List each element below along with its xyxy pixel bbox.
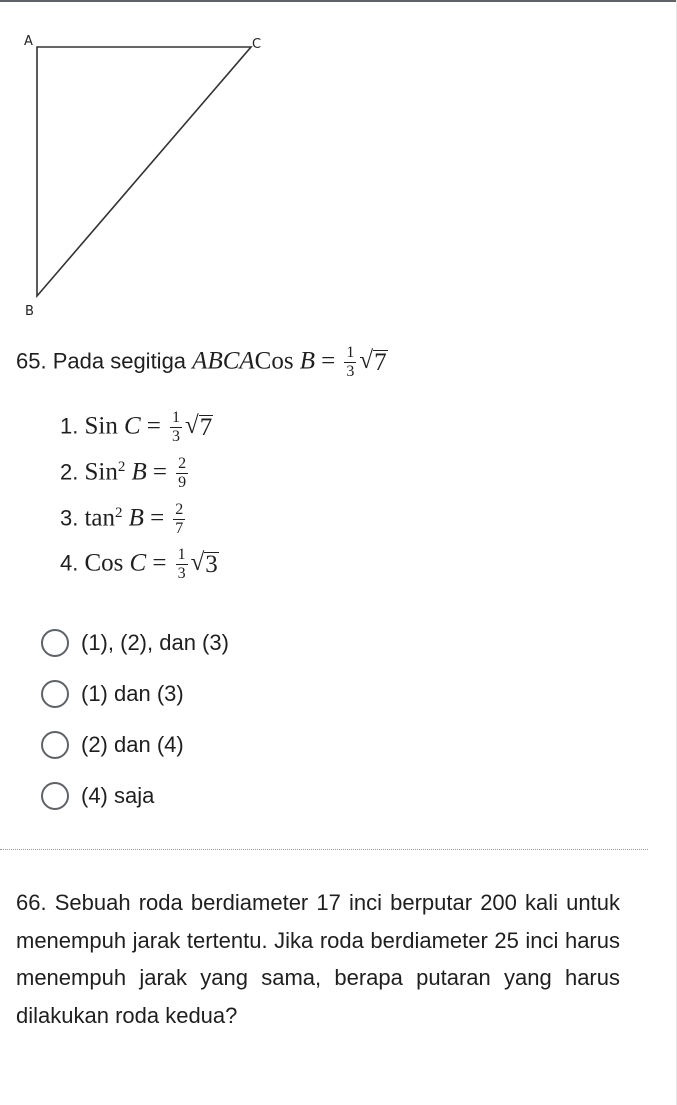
radio-button[interactable] (41, 782, 69, 810)
question-66-text: 66. Sebuah roda berdiameter 17 inci berputar 200 kali untuk menempuh jarak tertentu. Jika roda berdiameter 25 inci harus menempuh jarak yang sama, berapa putaran yang harus dilakukan roda kedua? (16, 890, 620, 1028)
statement-number: 3. (60, 505, 79, 531)
statement-4 (60, 547, 219, 582)
given-triangle-var: ABC (192, 347, 240, 375)
question-65 (16, 345, 388, 380)
vertex-label-c: C (252, 37, 262, 52)
statement-number: 2. (60, 459, 79, 485)
statement-denominator: 3 (172, 428, 181, 445)
question-65-text: Pada segitiga (52, 348, 187, 374)
answer-option-label: (1) dan (3) (81, 681, 184, 706)
statement-function: Cos (84, 549, 124, 577)
statement-sqrt: √ 7 (185, 412, 213, 442)
statement-numerator: 1 (177, 546, 186, 563)
statement-variable: B (131, 458, 147, 486)
given-denominator: 3 (346, 363, 355, 380)
statement-number: 4. (60, 550, 79, 576)
given-numerator: 1 (346, 344, 355, 361)
statement-equals: = (152, 549, 167, 577)
given-radicand: 7 (374, 349, 387, 377)
statement-variable: B (128, 504, 144, 532)
answer-option-4[interactable] (41, 780, 154, 812)
answer-option-2[interactable] (41, 678, 184, 710)
triangle-figure (0, 0, 677, 330)
statement-equals: = (150, 504, 165, 532)
statement-1 (60, 410, 213, 445)
statement-function: Sin (84, 458, 118, 486)
radio-button[interactable] (41, 731, 69, 759)
radio-button[interactable] (41, 629, 69, 657)
statement-numerator: 2 (178, 455, 187, 472)
answer-option-3[interactable] (41, 729, 184, 761)
answer-option-label: (4) saja (81, 783, 155, 808)
given-cos-prefix: A (239, 347, 255, 375)
statement-fraction (176, 456, 188, 491)
statement-function: Sin (84, 412, 118, 440)
statement-equals: = (152, 458, 167, 486)
answer-option-1[interactable] (41, 627, 229, 659)
given-cos: Cos (254, 347, 294, 375)
question-divider (0, 849, 648, 850)
statement-numerator: 1 (172, 409, 181, 426)
statement-3 (60, 502, 188, 537)
vertex-label-b: B (25, 304, 34, 319)
answer-option-label: (2) dan (4) (81, 732, 184, 757)
vertex-label-a: A (24, 34, 33, 49)
statement-function: tan (84, 504, 116, 532)
given-angle: B (299, 347, 315, 375)
statement-equals: = (146, 412, 161, 440)
statement-numerator: 2 (175, 501, 184, 518)
statement-variable: C (123, 412, 141, 440)
statement-fraction (170, 410, 182, 445)
question-65-number: 65. (16, 348, 47, 374)
statement-denominator: 9 (178, 474, 187, 491)
radio-button[interactable] (41, 680, 69, 708)
answer-option-label: (1), (2), dan (3) (81, 630, 229, 655)
statement-fraction (176, 547, 188, 582)
statement-radicand: 7 (199, 414, 213, 442)
given-fraction (344, 345, 356, 380)
statement-variable: C (129, 549, 147, 577)
statement-exponent: 2 (117, 458, 126, 475)
statement-denominator: 3 (177, 565, 186, 582)
given-equals: = (321, 347, 336, 375)
statement-number: 1. (60, 413, 79, 439)
statement-fraction (173, 502, 185, 537)
statement-exponent: 2 (115, 504, 123, 521)
statement-2 (60, 456, 191, 491)
given-sqrt: √ 7 (359, 347, 387, 377)
statement-sqrt: √ 3 (190, 549, 218, 579)
triangle-abc (37, 47, 251, 296)
statement-denominator: 7 (175, 520, 184, 537)
statement-radicand: 3 (205, 551, 218, 579)
